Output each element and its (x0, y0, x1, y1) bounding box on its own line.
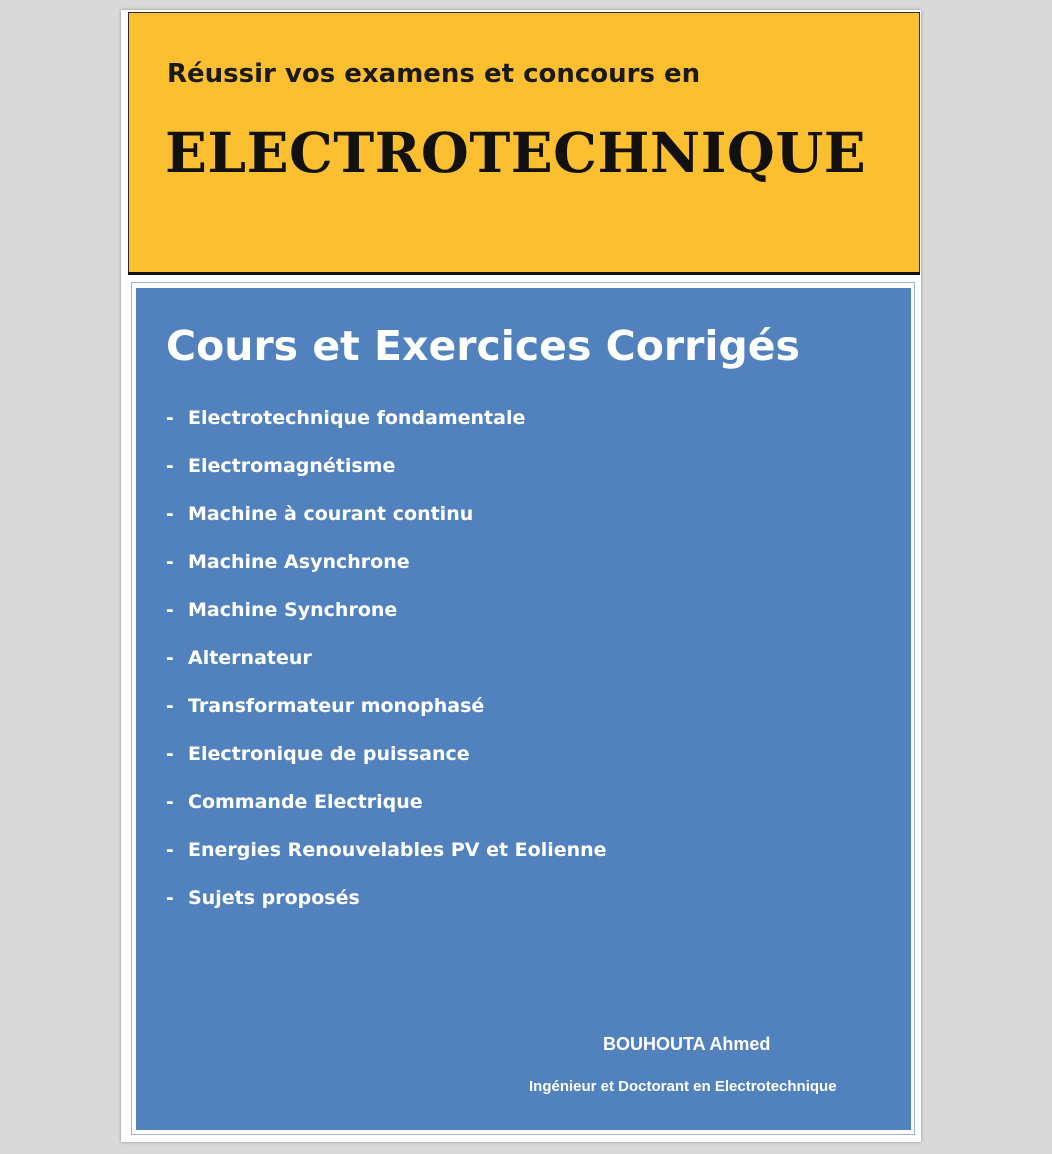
topic-item (166, 694, 607, 742)
topic-label: Electrotechnique fondamentale (188, 407, 526, 429)
list-marker: - (166, 503, 174, 525)
cover-subtitle: Réussir vos examens et concours en (167, 59, 701, 89)
topic-item (166, 406, 607, 454)
topic-label: Energies Renouvelables PV et Eolienne (188, 839, 607, 861)
list-marker: - (166, 839, 174, 861)
list-marker: - (166, 743, 174, 765)
topic-label: Electromagnétisme (188, 455, 396, 477)
topic-item (166, 550, 607, 598)
contents-heading: Cours et Exercices Corrigés (166, 322, 800, 370)
topic-item (166, 454, 607, 502)
topic-list (166, 406, 607, 934)
topic-label: Commande Electrique (188, 791, 423, 813)
topic-label: Alternateur (188, 647, 312, 669)
topic-label: Transformateur monophasé (188, 695, 485, 717)
topic-label: Machine Synchrone (188, 599, 398, 621)
list-marker: - (166, 407, 174, 429)
topic-item (166, 886, 607, 934)
topic-label: Sujets proposés (188, 887, 360, 909)
contents-panel (136, 288, 911, 1130)
author-name: BOUHOUTA Ahmed (603, 1034, 771, 1054)
list-marker: - (166, 695, 174, 717)
topic-label: Electronique de puissance (188, 743, 470, 765)
topic-item (166, 838, 607, 886)
list-marker: - (166, 791, 174, 813)
list-marker: - (166, 551, 174, 573)
title-band (128, 12, 920, 273)
book-cover-page (121, 10, 921, 1142)
list-marker: - (166, 599, 174, 621)
list-marker: - (166, 887, 174, 909)
divider-rule (128, 272, 920, 275)
topic-item (166, 502, 607, 550)
topic-item (166, 790, 607, 838)
author-title: Ingénieur et Doctorant en Electrotechnique (529, 1078, 837, 1095)
topic-label: Machine Asynchrone (188, 551, 410, 573)
topic-item (166, 742, 607, 790)
list-marker: - (166, 455, 174, 477)
topic-label: Machine à courant continu (188, 503, 474, 525)
topic-item (166, 646, 607, 694)
list-marker: - (166, 647, 174, 669)
cover-title: ELECTROTECHNIQUE (165, 120, 867, 185)
topic-item (166, 598, 607, 646)
